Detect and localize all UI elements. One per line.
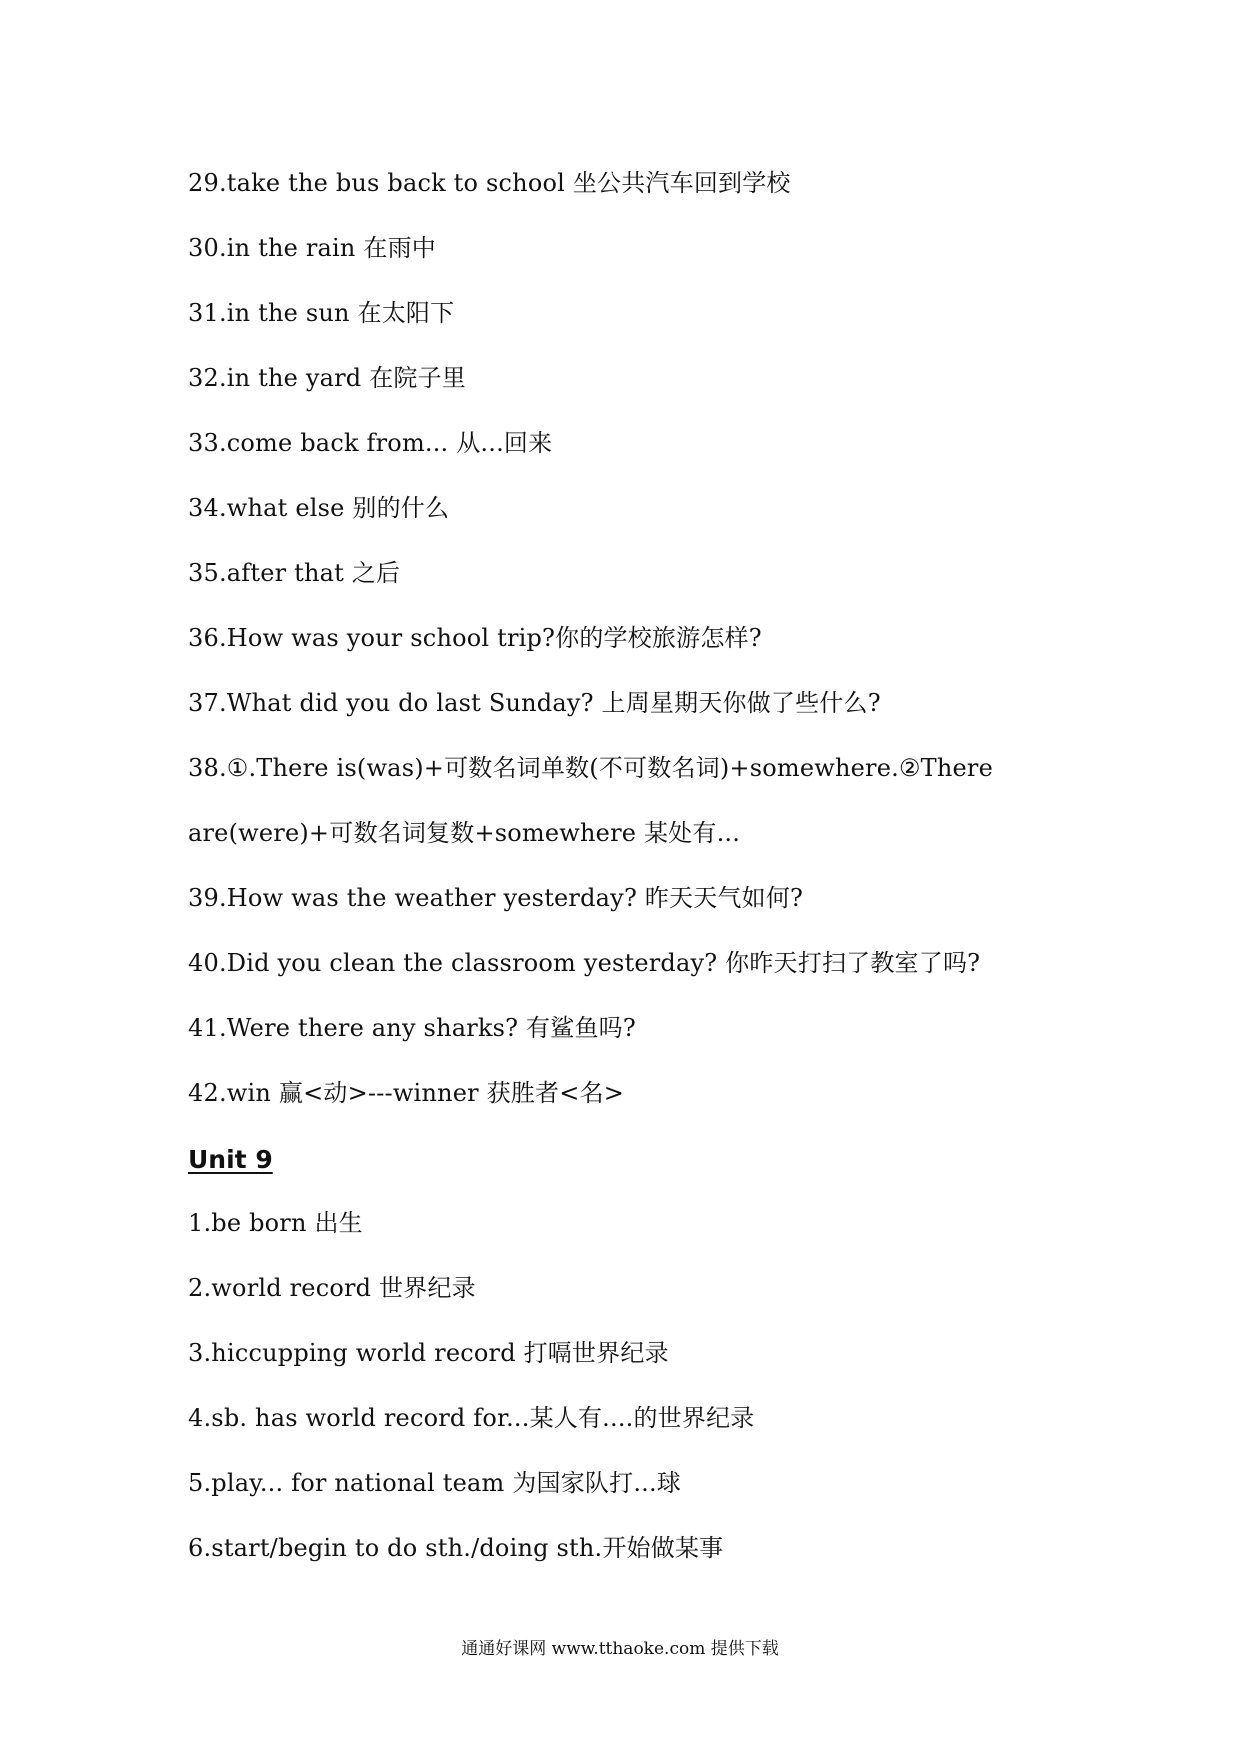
- vocab-line: 40.Did you clean the classroom yesterday? 你昨天打扫了教室了吗?: [188, 949, 981, 977]
- vocab-line: 39.How was the weather yesterday? 昨天天气如何?: [188, 884, 804, 912]
- unit-heading: Unit 9: [188, 1145, 273, 1174]
- vocab-line: 33.come back from... 从...回来: [188, 429, 553, 457]
- page-content: [188, 160, 1088, 1590]
- vocab-line: 38.①.There is(was)+可数名词单数(不可数名词)+somewhere.②There: [188, 754, 994, 782]
- vocab-line: 36.How was your school trip?你的学校旅游怎样?: [188, 624, 762, 652]
- vocab-line: 29.take the bus back to school 坐公共汽车回到学校: [188, 169, 791, 197]
- page-footer: 通通好课网 www.tthaoke.com 提供下载: [461, 1639, 779, 1659]
- vocab-line: 2.world record 世界纪录: [188, 1274, 476, 1302]
- vocab-line: 41.Were there any sharks? 有鲨鱼吗?: [188, 1014, 636, 1042]
- vocab-line: 30.in the rain 在雨中: [188, 234, 437, 262]
- vocab-line: 42.win 赢<动>---winner 获胜者<名>: [188, 1079, 625, 1107]
- vocab-line: 34.what else 别的什么: [188, 494, 450, 522]
- vocab-line: 4.sb. has world record for...某人有....的世界纪录: [188, 1404, 755, 1432]
- vocab-line: 6.start/begin to do sth./doing sth.开始做某事: [188, 1534, 724, 1562]
- vocab-line: 31.in the sun 在太阳下: [188, 299, 455, 327]
- vocab-line: 5.play... for national team 为国家队打...球: [188, 1469, 682, 1497]
- vocab-line: 32.in the yard 在院子里: [188, 364, 466, 392]
- vocab-line: 3.hiccupping world record 打嗝世界纪录: [188, 1339, 669, 1367]
- vocab-line: 37.What did you do last Sunday? 上周星期天你做了些什么?: [188, 689, 881, 717]
- vocab-line: 1.be born 出生: [188, 1209, 363, 1237]
- vocab-line: 35.after that 之后: [188, 559, 401, 587]
- vocab-line: are(were)+可数名词复数+somewhere 某处有...: [188, 819, 741, 847]
